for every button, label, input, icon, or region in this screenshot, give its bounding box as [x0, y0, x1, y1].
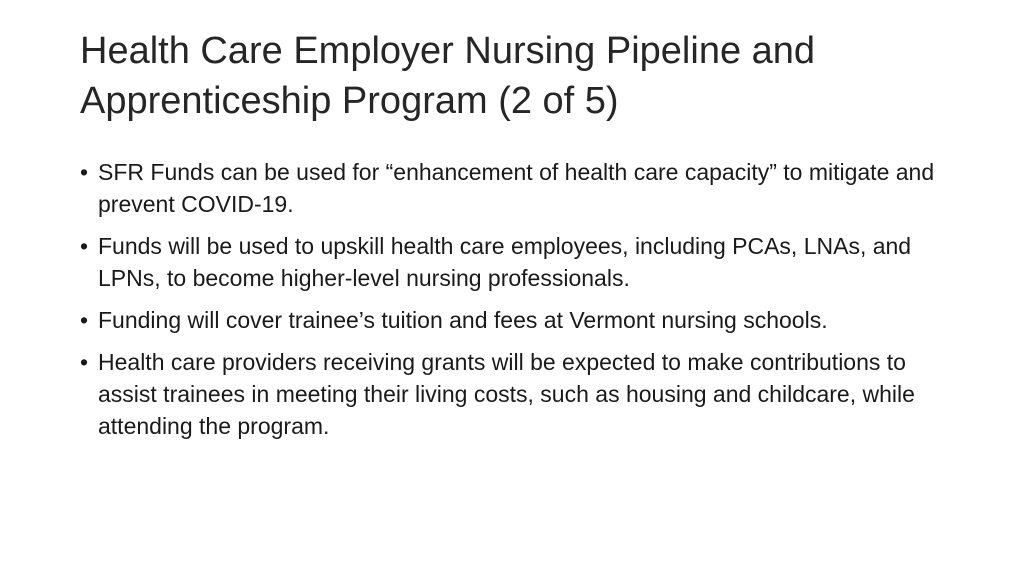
bullet-glyph: • [80, 159, 89, 185]
bullet-glyph: • [80, 233, 89, 259]
bullet-list [80, 156, 950, 452]
bullet-item [80, 156, 950, 220]
bullet-text: SFR Funds can be used for “enhancement of health care capacity” to mitigate and prevent COVID-19. [98, 159, 935, 217]
bullet-text: Health care providers receiving grants will be expected to make contributions to assist trainees in meeting their living costs, such as housing and childcare, while attending the program. [98, 349, 915, 439]
bullet-text: Funding will cover trainee’s tuition and fees at Vermont nursing schools. [98, 307, 828, 333]
bullet-glyph: • [80, 307, 89, 333]
bullet-item [80, 230, 950, 294]
bullet-item [80, 346, 950, 442]
bullet-text: Funds will be used to upskill health care employees, including PCAs, LNAs, and LPNs, to become higher-level nursing professionals. [98, 233, 912, 291]
bullet-glyph: • [80, 349, 89, 375]
slide-title: Health Care Employer Nursing Pipeline and Apprenticeship Program (2 of 5) [80, 30, 816, 122]
bullet-item [80, 304, 950, 336]
